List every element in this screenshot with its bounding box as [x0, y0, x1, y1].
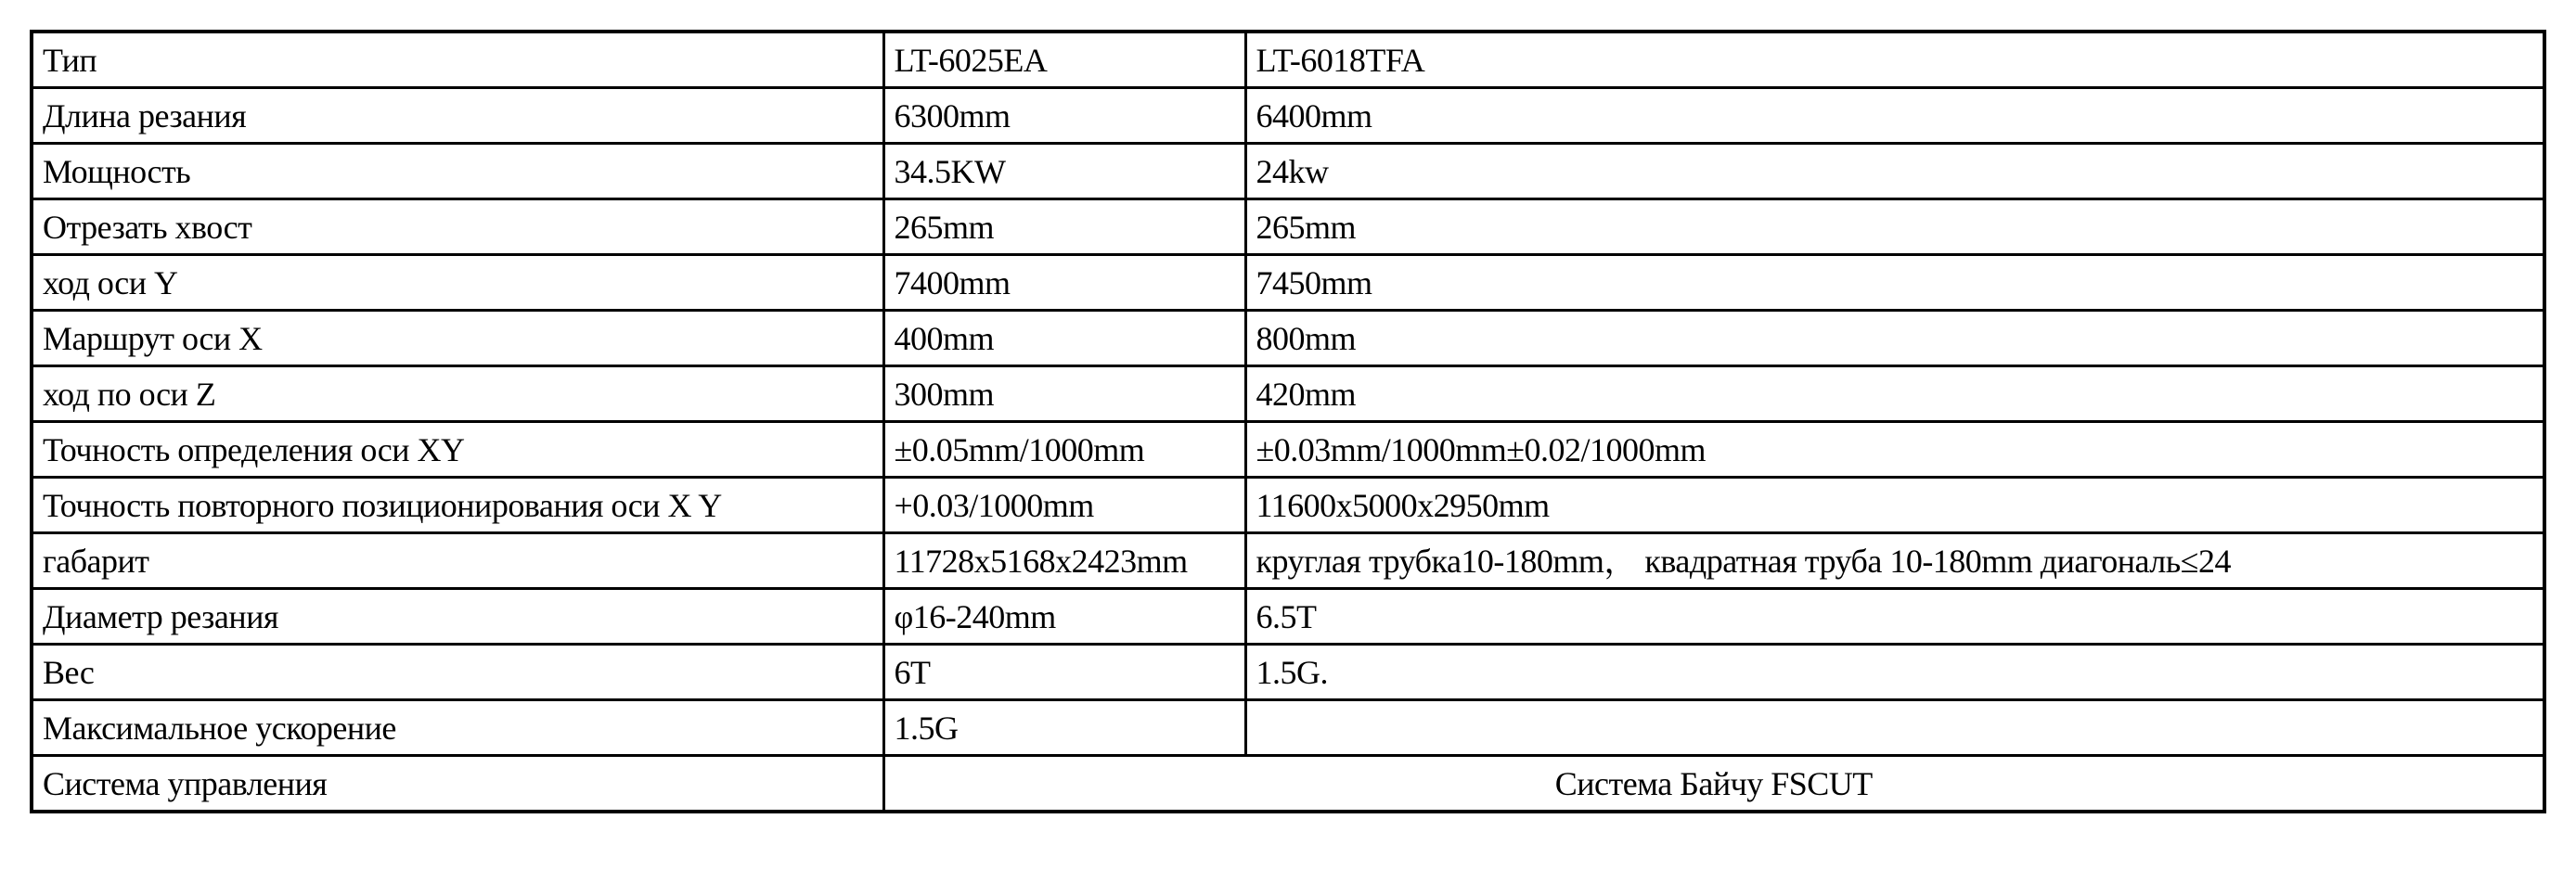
row-label: Точность определения оси XY	[32, 422, 883, 478]
table-row	[32, 422, 2544, 478]
model-a-value: 400mm	[883, 311, 1245, 366]
model-a-value: ±0.05mm/1000mm	[883, 422, 1245, 478]
model-b-value: 24kw	[1245, 144, 2544, 199]
row-label: Вес	[32, 645, 883, 700]
table-row	[32, 700, 2544, 756]
table-row	[32, 255, 2544, 311]
table-row	[32, 88, 2544, 144]
row-label: Точность повторного позиционирования оси X Y	[32, 478, 883, 533]
model-b-value: круглая трубка10-180mm， квадратная труба 10-180mm диагональ≤24	[1245, 533, 2544, 589]
row-label: Система управления	[32, 756, 883, 813]
model-a-value: +0.03/1000mm	[883, 478, 1245, 533]
model-a-value: 7400mm	[883, 255, 1245, 311]
model-b-value: 420mm	[1245, 366, 2544, 422]
model-b-value	[1245, 700, 2544, 756]
model-b-value: LT-6018TFA	[1245, 32, 2544, 88]
table-row	[32, 533, 2544, 589]
model-a-value: φ16-240mm	[883, 589, 1245, 645]
spec-table	[30, 30, 2546, 813]
row-label: Диаметр резания	[32, 589, 883, 645]
model-b-value: 7450mm	[1245, 255, 2544, 311]
table-row	[32, 645, 2544, 700]
control-system-row	[32, 756, 2544, 813]
control-system-value: Система Байчу FSCUT	[883, 756, 2544, 813]
model-b-value: 265mm	[1245, 199, 2544, 255]
table-row	[32, 199, 2544, 255]
model-b-value: 6400mm	[1245, 88, 2544, 144]
row-label: ход по оси Z	[32, 366, 883, 422]
model-a-value: 6T	[883, 645, 1245, 700]
row-label: Максимальное ускорение	[32, 700, 883, 756]
row-label: Тип	[32, 32, 883, 88]
model-a-value: 1.5G	[883, 700, 1245, 756]
row-label: Отрезать хвост	[32, 199, 883, 255]
table-row	[32, 144, 2544, 199]
row-label: Длина резания	[32, 88, 883, 144]
model-a-value: 6300mm	[883, 88, 1245, 144]
model-b-value: ±0.03mm/1000mm±0.02/1000mm	[1245, 422, 2544, 478]
model-a-value: 34.5KW	[883, 144, 1245, 199]
model-b-value: 800mm	[1245, 311, 2544, 366]
model-a-value: LT-6025EA	[883, 32, 1245, 88]
table-row	[32, 478, 2544, 533]
row-label: Маршрут оси X	[32, 311, 883, 366]
model-b-value: 1.5G.	[1245, 645, 2544, 700]
table-row	[32, 366, 2544, 422]
model-a-value: 300mm	[883, 366, 1245, 422]
table-row	[32, 589, 2544, 645]
model-b-value: 6.5T	[1245, 589, 2544, 645]
model-a-value: 11728x5168x2423mm	[883, 533, 1245, 589]
row-label: ход оси Y	[32, 255, 883, 311]
row-label: Мощность	[32, 144, 883, 199]
table-row	[32, 32, 2544, 88]
row-label: габарит	[32, 533, 883, 589]
table-row	[32, 311, 2544, 366]
model-b-value: 11600x5000x2950mm	[1245, 478, 2544, 533]
model-a-value: 265mm	[883, 199, 1245, 255]
